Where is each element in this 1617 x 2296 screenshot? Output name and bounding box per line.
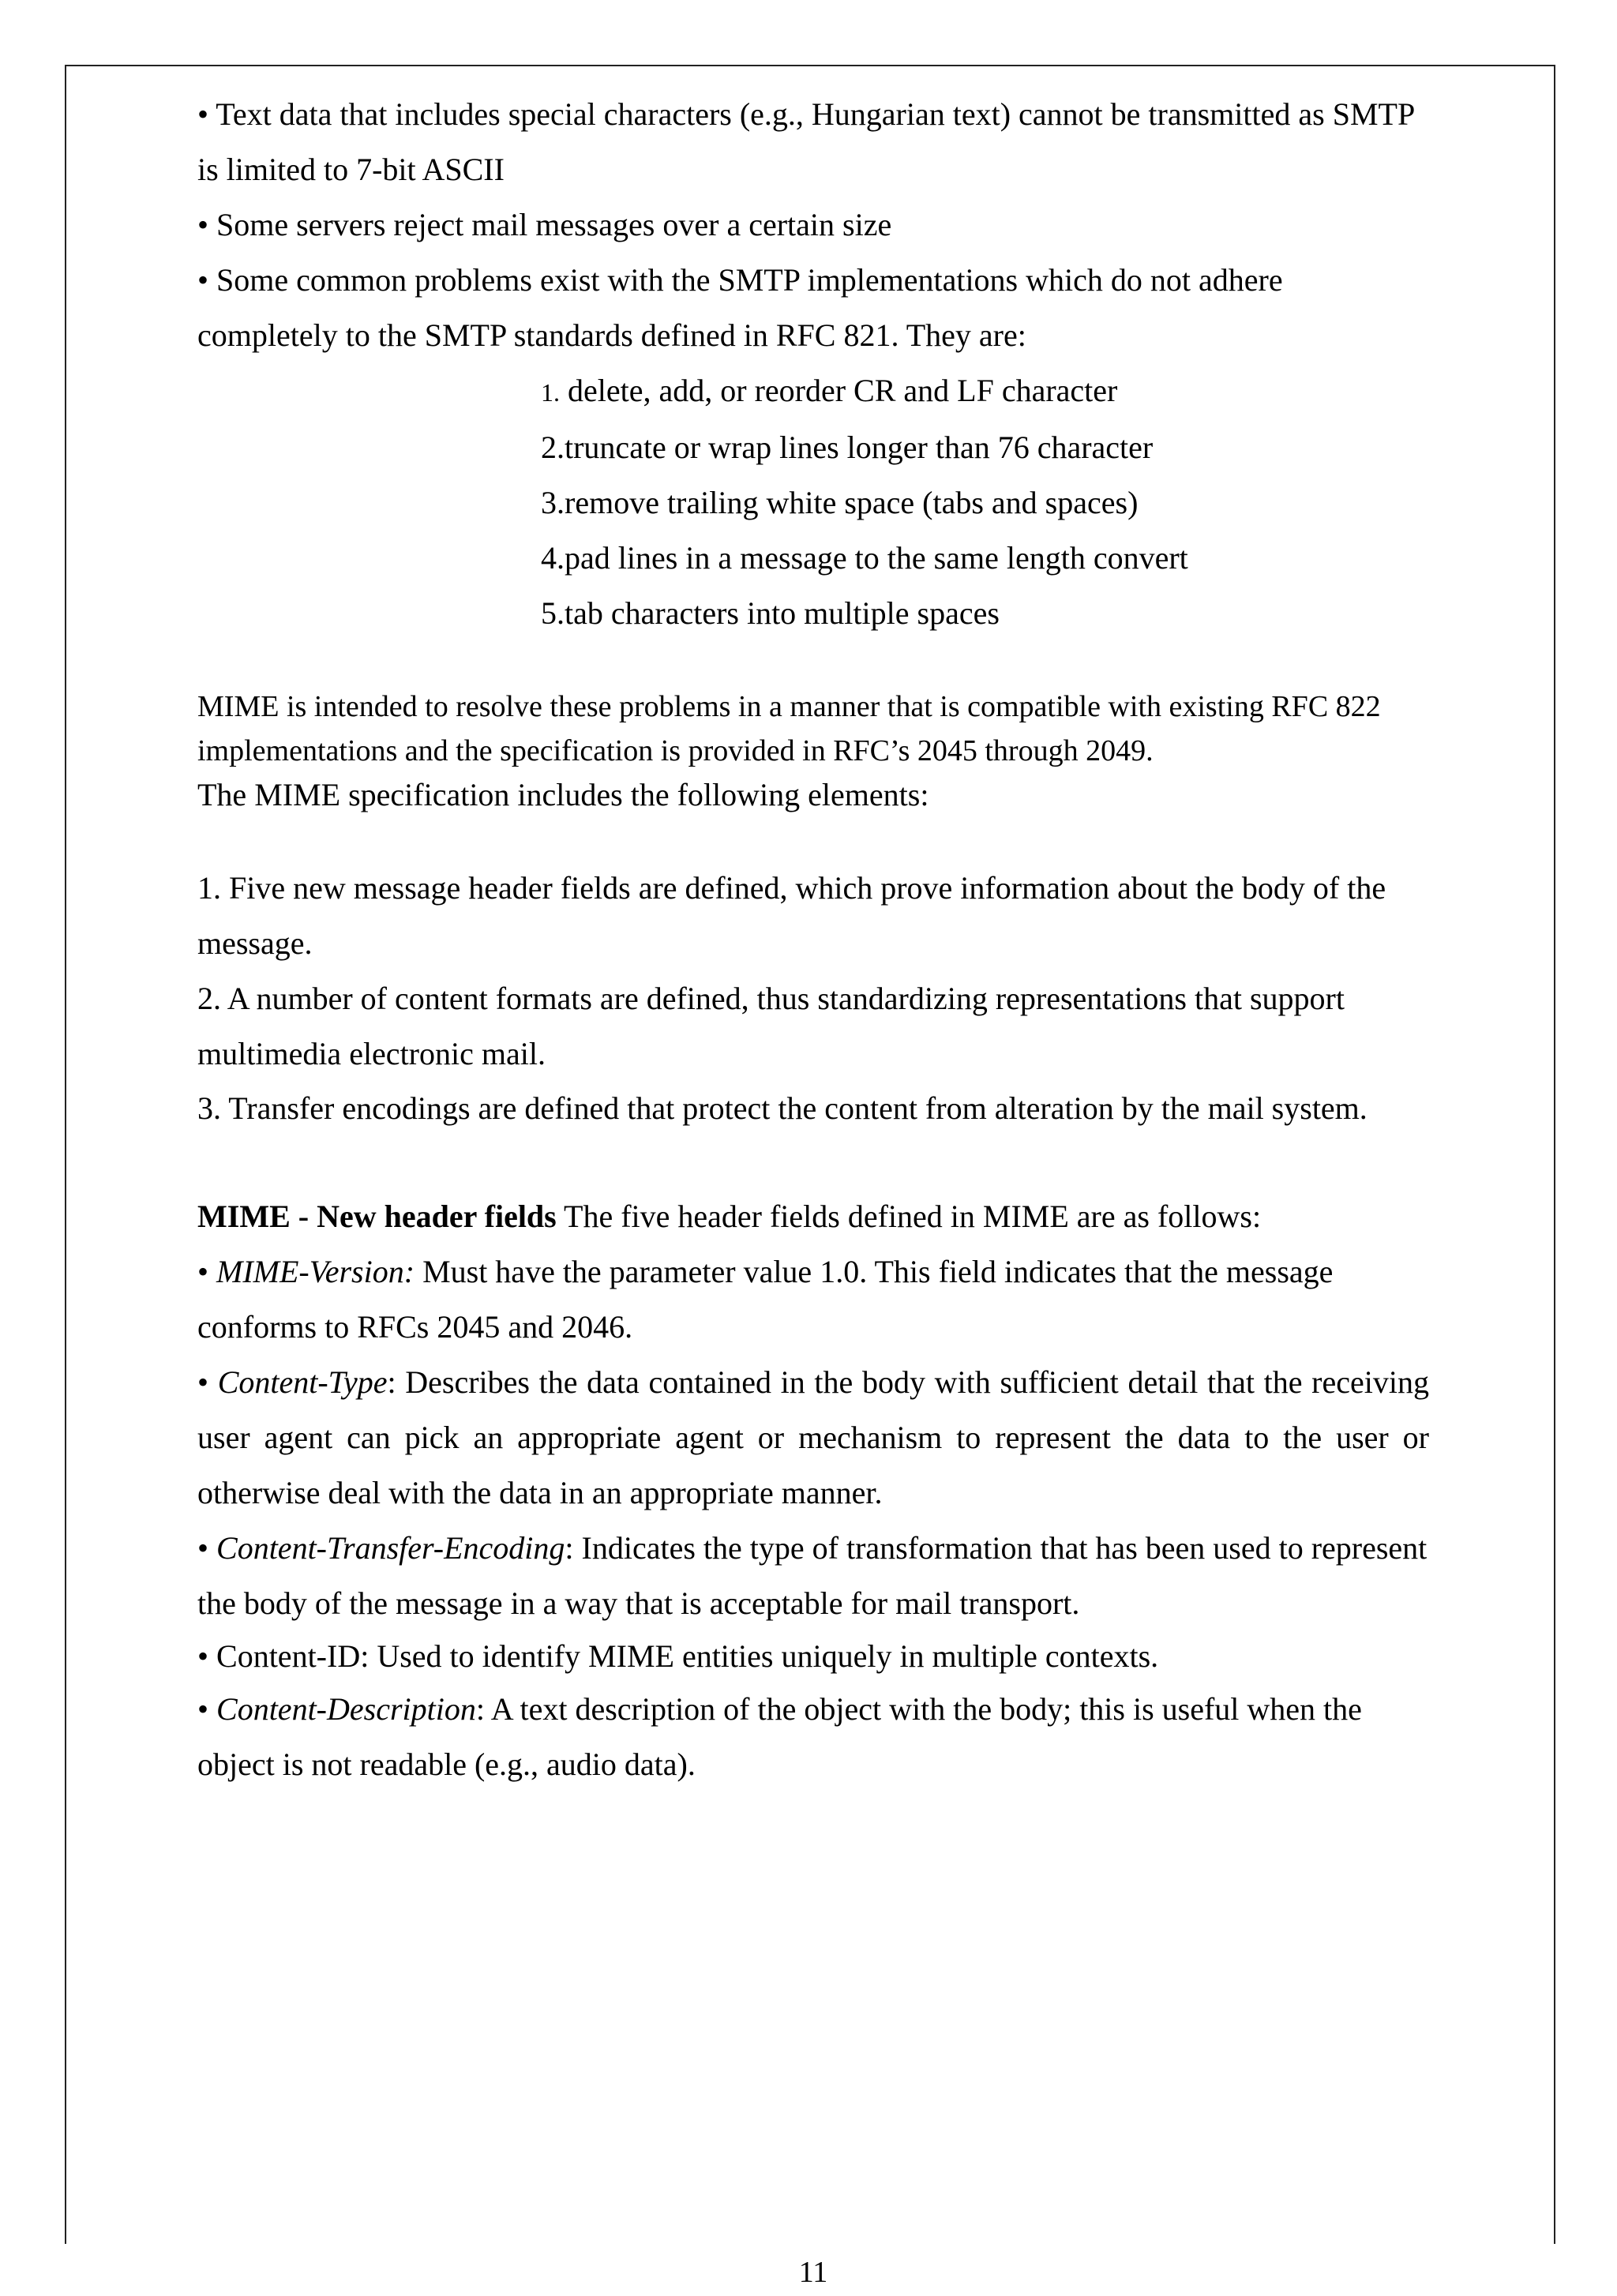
list-item: 3.remove trailing white space (tabs and spaces)	[541, 485, 1139, 520]
page-number: 11	[798, 2256, 828, 2289]
field-name: MIME-Version:	[216, 1254, 415, 1289]
element-transfer-encodings: 3. Transfer encodings are defined that protect the content from alteration by the mail system.	[197, 1090, 1368, 1126]
field-content-transfer-encoding: • Content-Transfer-Encoding: Indicates the type of transformation that has been used to represent the body of the message in a way that is acceptable for mail transport.	[197, 1530, 1428, 1621]
section-heading: MIME - New header fields	[197, 1199, 557, 1234]
field-name: Content-Description	[216, 1691, 476, 1727]
field-content-type: • Content-Type: Describes the data contained in the body with sufficient detail that the receiving user agent can pick an appropriate agent or mechanism to represent the data to the user or otherwise deal with the data in an appropriate manner.	[197, 1364, 1429, 1510]
mime-intro-paragraph: MIME is intended to resolve these problems in a manner that is compatible with existing RFC 822 implementations and the specification is provided in RFC’s 2045 through 2049.	[197, 690, 1381, 767]
smtp-problems-list	[541, 363, 1429, 641]
bullet-size-limit: • Some servers reject mail messages over a certain size	[197, 207, 892, 242]
field-mime-version: • MIME-Version: Must have the parameter value 1.0. This field indicates that the message conforms to RFCs 2045 and 2046.	[197, 1254, 1334, 1345]
element-content-formats: 2. A number of content formats are defined, thus standardizing representations that support multimedia electronic mail.	[197, 981, 1345, 1071]
element-header-fields: 1. Five new message header fields are defined, which prove information about the body of the message.	[197, 870, 1386, 961]
field-content-id: • Content-ID: Used to identify MIME entities uniquely in multiple contexts.	[197, 1638, 1159, 1674]
list-item: 1. delete, add, or reorder CR and LF character	[541, 373, 1118, 408]
field-name: Content-Transfer-Encoding	[216, 1530, 565, 1566]
list-item: 4.pad lines in a message to the same length convert	[541, 540, 1188, 576]
header-fields-heading: MIME - New header fields The five header fields defined in MIME are as follows:	[197, 1199, 1262, 1234]
field-content-description: • Content-Description: A text description of the object with the body; this is useful when the object is not readable (e.g., audio data).	[197, 1691, 1362, 1782]
field-name: Content-Type	[217, 1364, 388, 1400]
mime-spec-intro: The MIME specification includes the following elements:	[197, 777, 929, 812]
bullet-smtp-problems: • Some common problems exist with the SMTP implementations which do not adhere completely to the SMTP standards defined in RFC 821. They are:	[197, 262, 1283, 353]
bullet-special-characters: • Text data that includes special characters (e.g., Hungarian text) cannot be transmitted as SMTP is limited to 7-bit ASCII	[197, 96, 1414, 187]
document-body	[197, 87, 1429, 1792]
list-item: 2.truncate or wrap lines longer than 76 character	[541, 430, 1154, 465]
list-item: 5.tab characters into multiple spaces	[541, 595, 1000, 631]
